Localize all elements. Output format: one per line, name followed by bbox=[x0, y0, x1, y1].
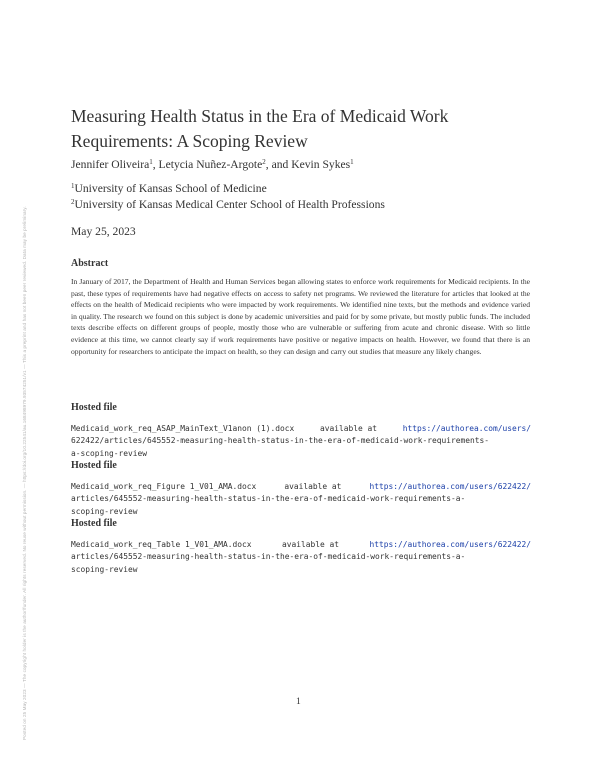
affiliation bbox=[71, 197, 385, 213]
author-list bbox=[71, 158, 354, 171]
side-watermark: Posted on 25 May 2023 — The copyright holder is the author/funder. All rights reserved. No reuse without permission. — https://doi.org/10.22541/au.168498979.93574251/v1 — This a preprint and has not been peer reviewed. Data may be preliminary. bbox=[22, 206, 27, 740]
available-label: available at bbox=[320, 424, 378, 433]
affiliation-text: University of Kansas Medical Center School of Health Professions bbox=[74, 198, 385, 211]
hosted-file-section bbox=[71, 402, 531, 460]
hosted-file-line bbox=[71, 539, 531, 551]
available-label: available at bbox=[284, 482, 342, 491]
affiliations bbox=[71, 181, 385, 213]
affiliation-mark: 1 bbox=[71, 182, 75, 190]
hosted-file-link[interactable]: https://authorea.com/users/ bbox=[402, 424, 531, 433]
available-label: available at bbox=[281, 540, 339, 549]
affiliation-text: University of Kansas School of Medicine bbox=[74, 182, 267, 195]
hosted-file-link[interactable]: scoping-review bbox=[71, 564, 138, 574]
author-name: Letycia Nuñez-Argote bbox=[158, 158, 263, 171]
author-affil-mark: 1 bbox=[149, 158, 153, 166]
hosted-file-link[interactable]: articles/645552-measuring-health-status-in-the-era-of-medicaid-work-requirements-a- bbox=[71, 494, 466, 504]
page-number: 1 bbox=[296, 697, 301, 707]
hosted-file-section bbox=[71, 460, 531, 518]
abstract-heading: Abstract bbox=[71, 258, 109, 269]
hosted-file-heading: Hosted file bbox=[71, 402, 117, 413]
publication-date: May 25, 2023 bbox=[71, 225, 136, 238]
hosted-file-line bbox=[71, 481, 531, 493]
hosted-file-link[interactable]: https://authorea.com/users/622422/ bbox=[369, 540, 531, 549]
hosted-file-link[interactable]: a-scoping-review bbox=[71, 448, 148, 458]
paper-title: Measuring Health Status in the Era of Medicaid Work Requirements: A Scoping Review bbox=[71, 106, 449, 151]
hosted-file-section bbox=[71, 518, 531, 576]
hosted-file-heading: Hosted file bbox=[71, 460, 117, 471]
author-separator: , and bbox=[265, 158, 292, 171]
affiliation-mark: 2 bbox=[71, 198, 75, 206]
hosted-file-link[interactable]: 622422/articles/645552-measuring-health-status-in-the-era-of-medicaid-work-requirements- bbox=[71, 436, 490, 446]
author-affil-mark: 1 bbox=[350, 158, 354, 166]
affiliation bbox=[71, 181, 385, 197]
author-name: Kevin Sykes bbox=[291, 158, 351, 171]
hosted-file-line bbox=[71, 423, 531, 435]
hosted-file-heading: Hosted file bbox=[71, 518, 117, 529]
author-name: Jennifer Oliveira bbox=[71, 158, 150, 171]
author-affil-mark: 2 bbox=[262, 158, 266, 166]
hosted-file-name: Medicaid_work_req_ASAP_MainText_V1anon (1).docx bbox=[71, 424, 295, 433]
hosted-file-link[interactable]: https://authorea.com/users/622422/ bbox=[369, 482, 531, 491]
hosted-file-name: Medicaid_work_req_Table 1_V01_AMA.docx bbox=[71, 540, 252, 549]
author-separator: , bbox=[152, 158, 159, 171]
hosted-file-name: Medicaid_work_req_Figure 1_V01_AMA.docx bbox=[71, 482, 257, 491]
hosted-file-link[interactable]: scoping-review bbox=[71, 506, 138, 516]
hosted-file-link[interactable]: articles/645552-measuring-health-status-in-the-era-of-medicaid-work-requirements-a- bbox=[71, 552, 466, 562]
abstract-text: In January of 2017, the Department of Health and Human Services began allowing states to enforce work requirements for Medicaid recipients. In the past, these types of requirements have had negative effects on access to safety net programs. We reviewed the literature for articles that looked at the effects on the health of Medicaid recipients who were impacted by work requirements. We identified nine texts, but the methods and evidence varied in quality. The research we found on this subject is done by academic universities and paid for by some private, but mostly public funds. The included texts describe effects on different groups of people, mostly those who are vulnerable or suffering from acute and chronic disease. With so little evidence at this time, we cannot clearly say if work requirements have positive or negative impacts on health. However, we found that there is an opportunity for researchers to anticipate the impact on health, so they can design and carry out studies that measure any likely changes. bbox=[71, 277, 530, 356]
